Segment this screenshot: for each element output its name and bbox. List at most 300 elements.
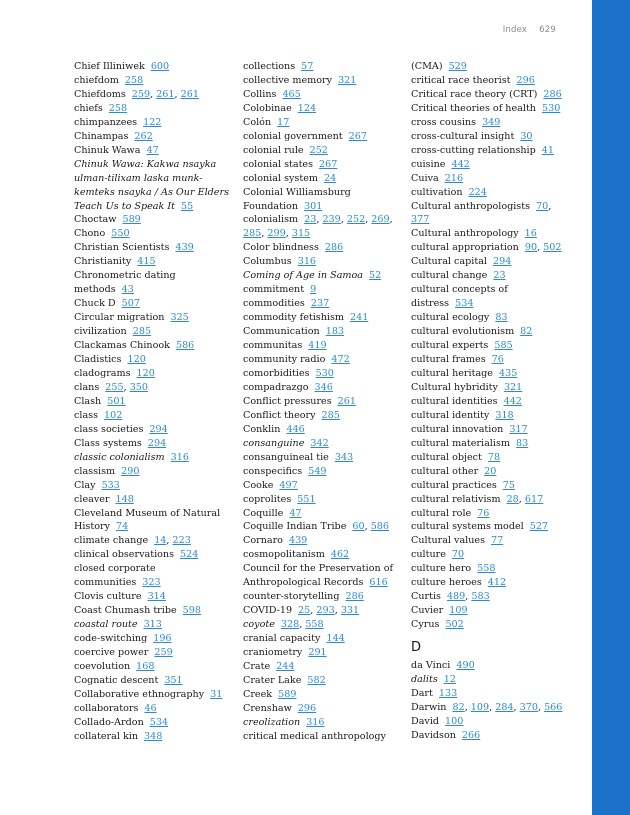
page-refs: 70, 377 <box>411 200 552 226</box>
page-refs <box>456 660 474 671</box>
page-link[interactable]: 83 <box>495 312 508 324</box>
index-entry <box>411 520 571 534</box>
page-link[interactable]: 533 <box>101 479 120 491</box>
page-refs <box>315 382 333 393</box>
page-link[interactable]: 534 <box>455 298 474 310</box>
page-link[interactable]: 489 <box>446 591 466 603</box>
index-term: cross-cultural insight <box>411 130 515 142</box>
index-term: Curtis <box>411 591 441 603</box>
index-term: Chinuk Wawa <box>74 144 141 156</box>
page-link[interactable]: 60 <box>352 521 365 533</box>
page-link[interactable]: 122 <box>143 116 162 128</box>
page-link[interactable]: 315 <box>291 228 311 240</box>
index-term: Christianity <box>74 256 132 268</box>
index-entry <box>74 730 234 744</box>
index-term: consanguine <box>243 437 305 449</box>
page-link[interactable]: 252 <box>309 144 328 156</box>
index-entry <box>243 562 403 590</box>
index-entry <box>243 660 403 674</box>
page-link[interactable]: 583 <box>471 591 490 603</box>
index-term: Chronometric dating methods <box>74 270 176 296</box>
page-link[interactable]: 415 <box>137 256 156 268</box>
index-entry <box>243 604 403 618</box>
page-link[interactable]: 351 <box>164 674 183 686</box>
page-link[interactable]: 318 <box>495 409 514 421</box>
page-link[interactable]: 258 <box>108 102 128 114</box>
index-entry <box>411 659 571 673</box>
page-link[interactable]: 524 <box>180 549 199 561</box>
page-link[interactable]: 74 <box>116 521 129 533</box>
index-entry <box>74 158 234 214</box>
index-entry <box>411 116 571 130</box>
page-refs: 25, 293, 331 <box>298 605 360 617</box>
page-refs <box>316 368 334 379</box>
index-term: class <box>74 409 99 421</box>
page-refs <box>137 256 155 267</box>
page-link[interactable]: 76 <box>477 507 490 519</box>
page-link[interactable]: 78 <box>487 451 501 463</box>
page-link[interactable]: 502 <box>543 242 562 254</box>
page-link[interactable]: 109 <box>470 701 490 713</box>
index-entry <box>411 437 571 451</box>
page-refs <box>326 326 344 337</box>
page-refs <box>346 591 364 602</box>
index-term: Cultural anthropologists <box>411 200 531 212</box>
index-term: Coquille <box>243 507 284 519</box>
index-entry <box>243 632 403 646</box>
page-link[interactable]: 223 <box>172 535 191 547</box>
page-link[interactable]: 244 <box>276 660 295 672</box>
page-refs <box>144 731 162 742</box>
page-link[interactable]: 52 <box>369 270 382 282</box>
index-entry <box>243 702 403 716</box>
page-refs <box>183 605 201 616</box>
page-link[interactable]: 419 <box>308 340 327 352</box>
index-entry <box>411 590 571 604</box>
page-link[interactable]: 294 <box>149 423 168 435</box>
page-link[interactable]: 168 <box>136 660 155 672</box>
page-refs <box>164 675 182 686</box>
page-link[interactable]: 284 <box>495 701 514 713</box>
page-refs: 255, 350 <box>105 381 148 393</box>
page-link[interactable]: 47 <box>289 507 302 519</box>
page-refs <box>338 75 356 86</box>
page-link[interactable]: 530 <box>315 367 334 379</box>
page-refs <box>445 619 463 630</box>
page-link[interactable]: 148 <box>115 493 134 505</box>
page-link[interactable]: 534 <box>149 716 169 728</box>
page-link[interactable]: 328 <box>280 619 300 631</box>
page-refs <box>153 633 171 644</box>
page-refs <box>144 703 156 714</box>
index-term: Cladistics <box>74 354 122 366</box>
page-link[interactable]: 286 <box>345 591 364 603</box>
index-term: Cultural capital <box>411 256 487 268</box>
page-link[interactable]: 41 <box>541 144 554 156</box>
page-refs <box>369 270 381 281</box>
index-entry <box>74 646 234 660</box>
index-entry <box>411 687 571 701</box>
index-term: comorbidities <box>243 367 310 379</box>
page-refs <box>307 675 325 686</box>
page-link[interactable]: 12 <box>443 674 456 686</box>
page-link[interactable]: 342 <box>310 437 329 449</box>
index-term: Conklin <box>243 423 281 435</box>
page-refs: 28, 617 <box>506 493 544 505</box>
page-link[interactable]: 350 <box>129 381 148 393</box>
page-link[interactable]: 325 <box>170 312 189 324</box>
index-term: Clovis culture <box>74 591 142 603</box>
page-refs <box>445 173 463 184</box>
page-link[interactable]: 83 <box>515 437 529 449</box>
page-link[interactable]: 566 <box>544 701 563 713</box>
page-link[interactable]: 255 <box>105 381 124 393</box>
page-link[interactable]: 196 <box>153 633 172 645</box>
page-link[interactable]: 290 <box>121 465 140 477</box>
page-link[interactable]: 25 <box>298 605 311 617</box>
page-link[interactable]: 472 <box>331 354 350 366</box>
page-link[interactable]: 316 <box>306 716 325 728</box>
page-link[interactable]: 266 <box>461 729 481 741</box>
page-link[interactable]: 370 <box>519 701 538 713</box>
page-link[interactable]: 46 <box>144 702 157 714</box>
page-link[interactable]: 285 <box>132 326 152 338</box>
page-link[interactable]: 462 <box>330 549 350 561</box>
index-term: cultural relativism <box>411 493 501 505</box>
page-refs <box>148 591 166 602</box>
index-entry <box>411 604 571 618</box>
page-refs <box>488 452 500 463</box>
page-link[interactable]: 285 <box>321 409 340 421</box>
page-refs: 14, 223 <box>154 535 191 547</box>
page-link[interactable]: 75 <box>502 479 516 491</box>
page-refs <box>116 521 128 532</box>
page-link[interactable]: 286 <box>324 242 344 254</box>
index-term: cultural identities <box>411 395 498 407</box>
page-link[interactable]: 314 <box>147 591 166 603</box>
page-link[interactable]: 77 <box>491 535 504 547</box>
page-refs <box>180 549 198 560</box>
page-link[interactable]: 16 <box>524 228 537 240</box>
page-link[interactable]: 23 <box>304 214 317 226</box>
page-link[interactable]: 586 <box>175 340 195 352</box>
index-term: Crater Lake <box>243 674 302 686</box>
page-refs <box>310 438 328 449</box>
page-link[interactable]: 442 <box>503 395 522 407</box>
index-entry <box>243 116 403 130</box>
page-link[interactable]: 616 <box>369 577 388 589</box>
page-link[interactable]: 549 <box>308 465 327 477</box>
page-refs <box>504 382 522 393</box>
page-refs <box>277 117 289 128</box>
page-refs <box>493 270 505 281</box>
page-link[interactable]: 267 <box>348 130 367 142</box>
page-refs <box>121 466 139 477</box>
page-refs <box>482 117 500 128</box>
page-link[interactable]: 252 <box>346 214 366 226</box>
page-link[interactable]: 30 <box>520 130 533 142</box>
index-entry <box>243 339 403 353</box>
page-link[interactable]: 20 <box>484 465 497 477</box>
page-link[interactable]: 377 <box>411 214 430 226</box>
page-link[interactable]: 600 <box>150 61 170 72</box>
page-link[interactable]: 259 <box>154 647 173 659</box>
page-refs <box>125 75 143 86</box>
index-entry <box>243 688 403 702</box>
page-link[interactable]: 299 <box>267 228 286 240</box>
index-term: Council for the Preservation of Anthropological Records <box>243 563 394 589</box>
page-refs <box>350 312 368 323</box>
page-link[interactable]: 261 <box>156 88 175 100</box>
page-link[interactable]: 442 <box>451 158 470 170</box>
index-term: cultural ecology <box>411 312 490 324</box>
index-term: cranial capacity <box>243 633 321 645</box>
page-link[interactable]: 120 <box>136 367 155 379</box>
page-refs <box>319 159 337 170</box>
page-link[interactable]: 17 <box>277 116 290 128</box>
index-entry <box>74 353 234 367</box>
index-entry <box>243 674 403 688</box>
page-link[interactable]: 144 <box>326 633 345 645</box>
index-entry <box>411 701 571 715</box>
page-link[interactable]: 258 <box>124 74 144 86</box>
index-column-3 <box>411 60 571 743</box>
page-link[interactable]: 70 <box>536 200 549 212</box>
index-entry <box>243 730 403 744</box>
index-entry <box>74 255 234 269</box>
index-term: chimpanzees <box>74 116 138 128</box>
page-link[interactable]: 224 <box>468 186 487 198</box>
page-link[interactable]: 269 <box>371 214 390 226</box>
page-link[interactable]: 31 <box>210 688 223 700</box>
index-term: cosmopolitanism <box>243 549 325 561</box>
page-link[interactable]: 216 <box>444 172 464 184</box>
page-link[interactable]: 124 <box>297 102 317 114</box>
page-refs <box>122 298 140 309</box>
page-link[interactable]: 582 <box>307 674 326 686</box>
index-term: colonial government <box>243 130 343 142</box>
page-link[interactable]: 291 <box>308 647 327 659</box>
index-entry <box>74 241 234 255</box>
page-link[interactable]: 446 <box>286 423 305 435</box>
page-link[interactable]: 585 <box>494 340 513 352</box>
index-term: Crenshaw <box>243 702 292 714</box>
page-link[interactable]: 286 <box>543 88 562 100</box>
page-link[interactable]: 261 <box>180 88 199 100</box>
index-entry <box>74 339 234 353</box>
index-term: Dart <box>411 687 433 699</box>
page-link[interactable]: 439 <box>288 535 308 547</box>
index-entry <box>243 269 403 283</box>
index-entry <box>243 297 403 311</box>
page-link[interactable]: 239 <box>322 214 341 226</box>
page-refs <box>449 61 467 72</box>
page-link[interactable]: 527 <box>529 521 549 533</box>
page-link[interactable]: 321 <box>503 381 523 393</box>
page-link[interactable]: 465 <box>282 88 301 100</box>
page-link[interactable]: 323 <box>142 577 161 589</box>
page-link[interactable]: 109 <box>449 605 468 617</box>
page-refs <box>278 689 296 700</box>
page-link[interactable]: 529 <box>448 61 467 72</box>
index-term: chiefdom <box>74 74 119 86</box>
page-link[interactable]: 23 <box>493 270 506 282</box>
page-link[interactable]: 102 <box>104 409 123 421</box>
index-term: Class systems <box>74 437 142 449</box>
page-link[interactable]: 183 <box>325 326 345 338</box>
page-link[interactable]: 316 <box>297 256 317 268</box>
page-link[interactable]: 43 <box>121 284 134 296</box>
index-entry <box>74 144 234 158</box>
index-entry <box>74 423 234 437</box>
page-link[interactable]: 501 <box>107 395 126 407</box>
index-term: Cuiva <box>411 172 439 184</box>
page-link[interactable]: 343 <box>334 451 354 463</box>
index-entry <box>411 200 571 228</box>
index-entry <box>243 74 403 88</box>
index-entry <box>411 395 571 409</box>
page-link[interactable]: 317 <box>509 423 528 435</box>
index-term: counter-storytelling <box>243 591 340 603</box>
page-link[interactable]: 301 <box>304 200 323 212</box>
page-refs <box>493 256 511 267</box>
index-term: cultural concepts of distress <box>411 284 508 310</box>
index-term: Colobinae <box>243 102 292 114</box>
page-refs <box>520 131 532 142</box>
index-entry <box>74 325 234 339</box>
page-link[interactable]: 331 <box>340 605 360 617</box>
page-link[interactable]: 296 <box>516 74 535 86</box>
page-link[interactable]: 262 <box>134 130 153 142</box>
index-term: Conflict theory <box>243 409 316 421</box>
page-link[interactable]: 502 <box>445 619 464 631</box>
page-link[interactable]: 24 <box>323 172 337 184</box>
index-term: Choctaw <box>74 214 117 226</box>
index-term: Cognatic descent <box>74 674 159 686</box>
running-header <box>503 25 556 35</box>
page-link[interactable]: 435 <box>498 367 518 379</box>
page-link[interactable]: 82 <box>452 701 465 713</box>
index-term: Colonial Williamsburg Foundation <box>243 186 351 212</box>
page-refs <box>104 410 122 421</box>
page-link[interactable]: 261 <box>337 395 356 407</box>
index-entry <box>411 381 571 395</box>
page-link[interactable]: 439 <box>175 242 194 254</box>
page-link[interactable]: 349 <box>482 116 501 128</box>
index-term: cultural object <box>411 451 482 463</box>
page-link[interactable]: 558 <box>305 619 324 631</box>
page-link[interactable]: 14 <box>154 535 167 547</box>
index-term: Chief Illiniwek <box>74 61 145 72</box>
page-link[interactable]: 507 <box>121 298 140 310</box>
index-term: coyote <box>243 619 275 631</box>
page-link[interactable]: 285 <box>243 228 262 240</box>
page-link[interactable]: 82 <box>520 326 533 338</box>
page-link[interactable]: 293 <box>316 605 335 617</box>
index-entry <box>411 451 571 465</box>
index-entry <box>74 604 234 618</box>
index-term: critical race theorist <box>411 74 511 86</box>
page-link[interactable]: 267 <box>319 158 338 170</box>
page-link[interactable]: 294 <box>147 437 167 449</box>
index-entry <box>74 534 234 548</box>
page-link[interactable]: 617 <box>524 493 544 505</box>
index-entry <box>243 311 403 325</box>
page-link[interactable]: 497 <box>279 479 298 491</box>
page-link[interactable]: 558 <box>477 563 496 575</box>
index-term: Clackamas Chinook <box>74 340 170 352</box>
page-refs <box>134 131 152 142</box>
page-link[interactable]: 47 <box>146 144 159 156</box>
page-link[interactable]: 9 <box>310 284 317 296</box>
page-link[interactable]: 589 <box>122 214 141 226</box>
page-refs <box>335 452 353 463</box>
index-term: Collins <box>243 88 277 100</box>
page-refs <box>449 605 467 616</box>
index-entry <box>74 213 234 227</box>
index-entry <box>411 423 571 437</box>
index-entry <box>243 172 403 186</box>
index-term: Cultural hybridity <box>411 381 498 393</box>
index-entry <box>411 311 571 325</box>
index-term: cultural systems model <box>411 521 524 533</box>
page-link[interactable]: 241 <box>350 312 369 324</box>
index-entry <box>243 144 403 158</box>
page-link[interactable]: 55 <box>181 200 194 212</box>
index-term: Chono <box>74 228 106 240</box>
index-entry <box>243 325 403 339</box>
page-link[interactable]: 237 <box>310 298 330 310</box>
index-term: civilization <box>74 326 127 338</box>
page-link[interactable]: 550 <box>111 228 130 240</box>
index-entry <box>411 339 571 353</box>
page-link[interactable]: 346 <box>314 381 333 393</box>
page-link[interactable]: 313 <box>143 619 162 631</box>
page-refs <box>304 201 322 212</box>
page-link[interactable]: 120 <box>127 354 146 366</box>
page-link[interactable]: 76 <box>491 354 504 366</box>
index-entry <box>74 311 234 325</box>
page-link[interactable]: 90 <box>524 242 538 254</box>
page-link[interactable]: 259 <box>131 88 151 100</box>
page-link[interactable]: 294 <box>493 256 512 268</box>
page-link[interactable]: 28 <box>506 493 519 505</box>
page-link[interactable]: 57 <box>301 61 314 72</box>
page-link[interactable]: 598 <box>182 605 201 617</box>
page-link[interactable]: 70 <box>451 549 465 561</box>
page-link[interactable]: 412 <box>487 577 507 589</box>
page-link[interactable]: 133 <box>438 687 458 699</box>
page-link[interactable]: 348 <box>144 730 163 742</box>
page-link[interactable]: 296 <box>297 702 317 714</box>
page-link[interactable]: 490 <box>456 660 475 672</box>
page-link[interactable]: 589 <box>278 688 297 700</box>
index-entry <box>74 618 234 632</box>
index-term: Chuck D <box>74 298 116 310</box>
page-link[interactable]: 586 <box>370 521 390 533</box>
index-term: Critical theories of health <box>411 102 536 114</box>
index-entry <box>74 437 234 451</box>
index-term: Chinampas <box>74 130 129 142</box>
page-refs <box>444 674 456 685</box>
page-link[interactable]: 321 <box>338 74 357 86</box>
page-refs <box>276 661 294 672</box>
page-link[interactable]: 530 <box>541 102 561 114</box>
index-entry <box>74 451 234 465</box>
page-link[interactable]: 551 <box>297 493 316 505</box>
page-link[interactable]: 316 <box>170 451 189 463</box>
page-link[interactable]: 100 <box>445 715 464 727</box>
